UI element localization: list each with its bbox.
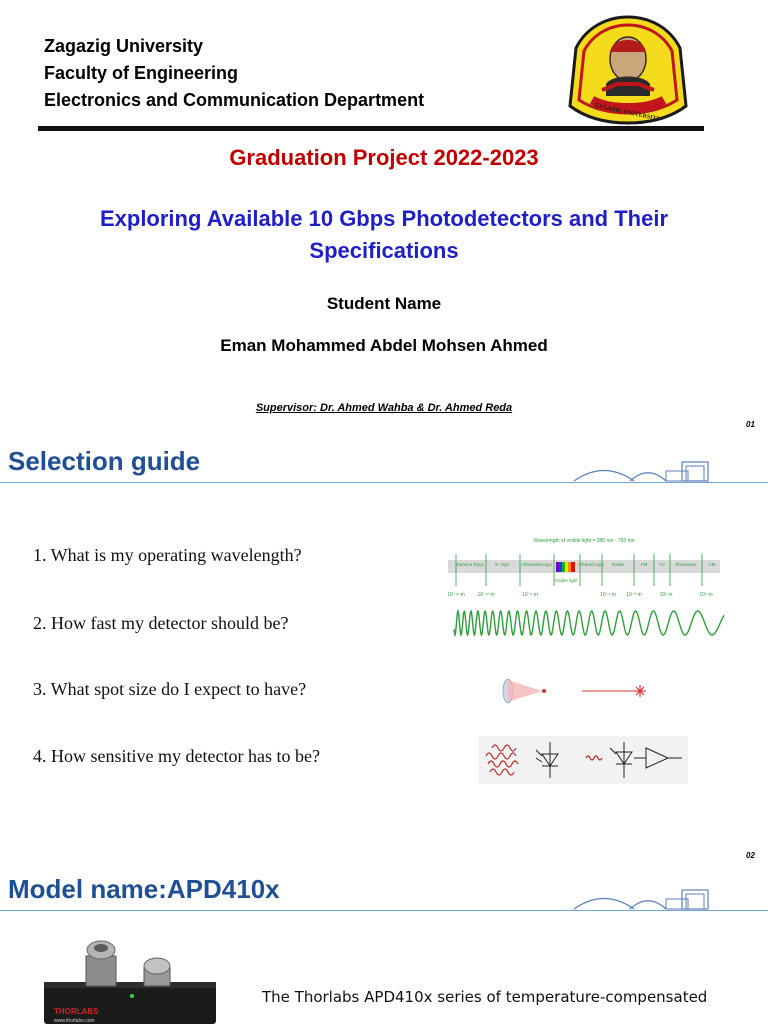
page-number: 02 bbox=[746, 851, 755, 860]
faculty-name: Faculty of Engineering bbox=[44, 63, 239, 83]
student-label: Student Name bbox=[326, 294, 442, 313]
scale-label: 10⁻⁸ m bbox=[522, 592, 538, 598]
supervisor-line: Supervisor: Dr. Ahmed Wahba & Dr. Ahmed Reda bbox=[255, 402, 513, 414]
apd410x-device-image bbox=[40, 936, 220, 1024]
scale-label: 10⁻⁴ m bbox=[600, 592, 616, 598]
spectrum-title: Wavelength of visible light = 380 nm - 750 nm bbox=[533, 538, 635, 544]
device-url: www.thorlabs.com bbox=[54, 1018, 95, 1024]
band-label: X- rays bbox=[494, 562, 510, 567]
question-2: 2. How fast my detector should be? bbox=[33, 613, 289, 633]
bridge-decoration-icon bbox=[570, 456, 768, 484]
scale-label: 10⁻² m bbox=[626, 592, 642, 598]
device-intro-text: The Thorlabs APD410x series of temperature-compensated bbox=[262, 988, 708, 1006]
slide-heading: Selection guide bbox=[8, 446, 201, 476]
project-title-line2: Specifications bbox=[309, 238, 459, 263]
project-title-line1: Exploring Available 10 Gbps Photodetectors and Their bbox=[99, 206, 669, 231]
scale-label: 10² m bbox=[659, 592, 673, 598]
band-label: FM bbox=[640, 562, 648, 567]
frequency-wave-graphic bbox=[452, 606, 726, 640]
department-name: Electronics and Communication Department bbox=[44, 90, 425, 110]
page-number: 01 bbox=[746, 420, 755, 429]
question-3: 3. What spot size do I expect to have? bbox=[33, 679, 307, 699]
spectrum-diagram bbox=[444, 534, 724, 606]
scale-label: 10⁻¹² m bbox=[477, 592, 495, 598]
header-divider bbox=[38, 126, 704, 131]
band-label: TV bbox=[659, 562, 665, 567]
scale-label: 10⁻¹⁴ m bbox=[447, 592, 465, 598]
spot-size-graphic bbox=[494, 676, 664, 706]
project-title bbox=[60, 203, 708, 267]
band-label: AM bbox=[708, 562, 716, 567]
university-name: Zagazig University bbox=[44, 36, 204, 56]
scale-label: 10⁴ m bbox=[699, 592, 713, 598]
slide-heading: Model name:APD410x bbox=[8, 874, 280, 904]
logo-text: ZAGAZIG UNIVERSITY bbox=[593, 102, 662, 123]
band-label: Radar bbox=[611, 562, 625, 567]
band-label: Infrared rays bbox=[578, 562, 604, 567]
band-label: Visible light bbox=[554, 578, 578, 583]
bridge-decoration-icon bbox=[570, 884, 768, 912]
question-4: 4. How sensitive my detector has to be? bbox=[33, 746, 320, 766]
question-1: 1. What is my operating wavelength? bbox=[33, 545, 302, 565]
band-label: Ultraviolet rays bbox=[522, 562, 552, 567]
graduation-project-title: Graduation Project 2022-2023 bbox=[229, 145, 539, 170]
device-brand: THORLABS bbox=[54, 1007, 99, 1016]
student-name: Eman Mohammed Abdel Mohsen Ahmed bbox=[220, 336, 548, 355]
band-label: Shortwave bbox=[675, 562, 697, 567]
university-logo bbox=[566, 14, 690, 126]
band-label: Gamma Rays bbox=[456, 562, 484, 567]
sensitivity-graphic bbox=[478, 736, 688, 784]
